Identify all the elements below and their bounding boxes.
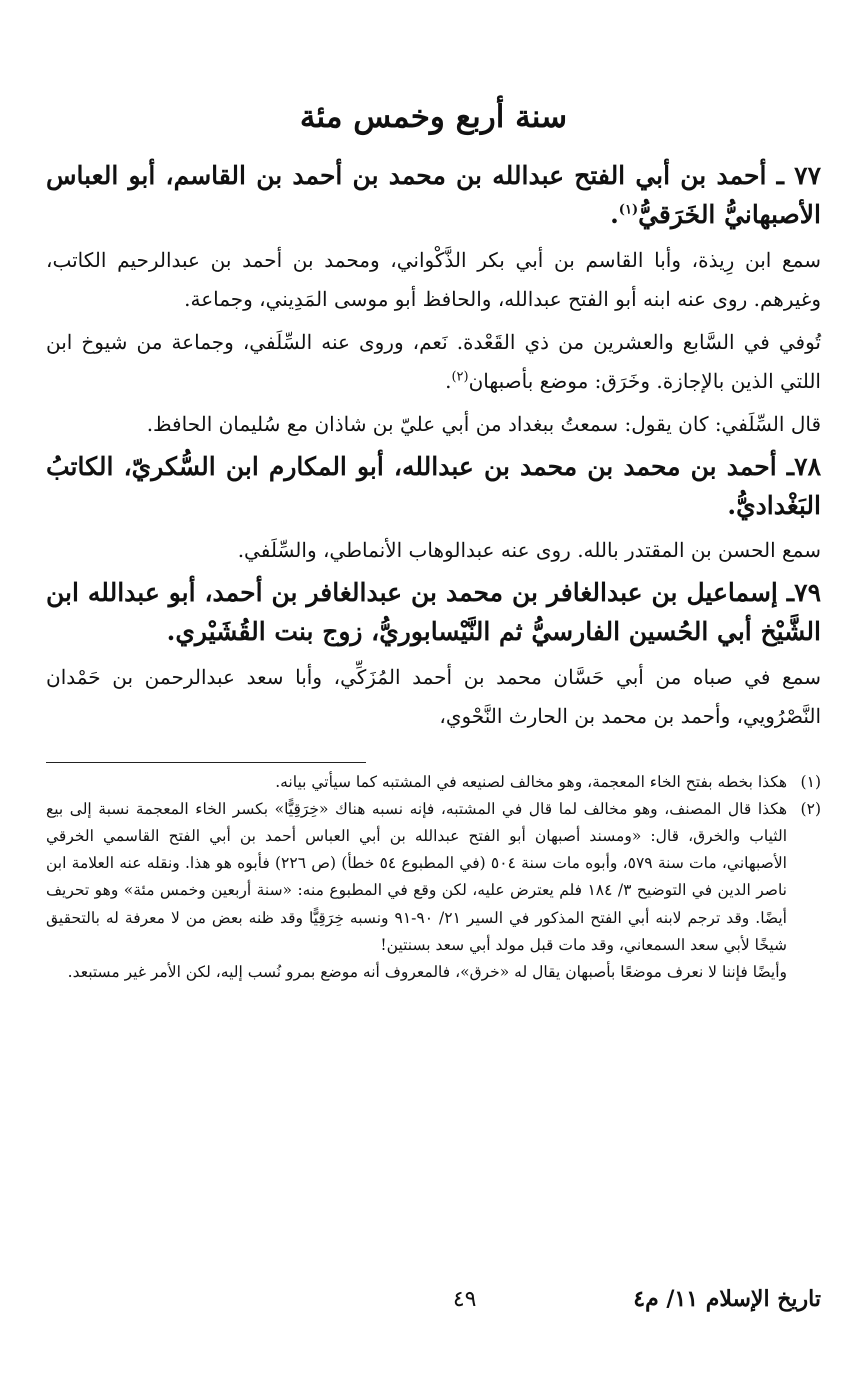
page-number: ٤٩ — [452, 1287, 477, 1312]
entry-paragraph: قال السِّلَفي: كان يقول: سمعتُ ببغداد من أبي عليّ بن شاذان مع سُليمان الحافظ. — [146, 411, 821, 436]
entry-paragraph: سمع الحسن بن المقتدر بالله. روى عنه عبدالوهاب الأنماطي، والسِّلَفي. — [237, 538, 821, 563]
footnote-1 — [46, 769, 821, 796]
entry-paragraph — [46, 323, 821, 401]
entry-77 — [46, 157, 821, 444]
entry-78 — [46, 448, 821, 571]
paragraph-text: تُوفي في السَّابع والعشرين من ذي القَعْدة. نَعم، وروى عنه السِّلَفي، وجماعة من شيوخ ابن اللتي الذين بالإجازة. وخَرَق: موضع بأصبهان — [46, 329, 821, 393]
entry-heading-text: ٧٧ ـ أحمد بن أبي الفتح عبدالله بن محمد بن أحمد بن القاسم، أبو العباس الأصبهانيُّ الخَرَقيُّ — [46, 161, 821, 230]
entry-heading: ٧٩ـ إسماعيل بن عبدالغافر بن محمد بن عبدالغافر بن أحمد، أبو عبدالله ابن الشَّيْخ أبي الحُسين الفارسيُّ ثم النَّيْسابوريُّ، زوج بنت القُشَيْري. — [46, 578, 821, 647]
footnote-number: (١) — [800, 772, 821, 791]
entry-paragraph: سمع في صباه من أبي حَسَّان محمد بن أحمد المُزَكِّي، وأبا سعد عبدالرحمن بن حَمْدان النَّصْرُويي، وأحمد بن محمد بن الحارث النَّحْوي، — [46, 664, 821, 728]
entry-heading — [46, 157, 821, 235]
footnote-divider — [46, 762, 366, 763]
footnotes — [46, 769, 821, 986]
entry-paragraph: سمع ابن رِيذة، وأبا القاسم بن أبي بكر الذَّكْواني، ومحمد بن أحمد بن عبدالرحيم الكاتب، وغيرهم. روى عنه ابنه أبو الفتح عبدالله، والحافظ أبو موسى المَدِيني، وجماعة. — [46, 247, 821, 311]
footnote-2 — [46, 796, 821, 986]
paragraph-end: . — [445, 368, 452, 393]
heading-end: . — [610, 200, 619, 230]
footnote-text: هكذا بخطه بفتح الخاء المعجمة، وهو مخالف لصنيعه في المشتبه كما سيأتي بيانه. — [275, 772, 787, 791]
footnote-text-part: هكذا قال المصنف، وهو مخالف لما قال في المشتبه، فإنه نسبه هناك «خِرَقِيًّا» بكسر الخاء المعجمة نسبة إلى بيع الثياب والخرق، قال: «ومسند أصبهان أبو الفتح عبدالله بن أبي العباس أحمد بن أبي الفتح القاسمي الخرقي الأصبهاني، مات سنة ٥٧٩، وأبوه مات سنة ٥٠٤ (في المطبوع ٥٤ خطأ) (ص ٢٢٦) فأبوه هو هذا. ونقله عنه العلامة ابن ناصر الدين في التوضيح ٣/ ١٨٤ فلم يعترض عليه، لكن وقع في المطبوع منه: «سنة أربعين وخمس مئة» وهو تحريف أيضًا. وقد ترجم لابنه أبي الفتح المذكور في السير ٢١/ ٩٠-٩١ ونسبه خِرَقِيًّا وقد ظنه بعض من لا معرفة له بالتحقيق شيخًا لأبي سعد السمعاني، وقد مات قبل مولد أبي سعد بسنتين! — [46, 800, 787, 954]
book-volume-label: تاريخ الإسلام ١١/ م٤ — [633, 1286, 821, 1312]
footnote-number: (٢) — [800, 800, 821, 819]
footnote-ref[interactable]: (١) — [618, 202, 639, 218]
footnote-text — [46, 796, 787, 986]
footnote-ref[interactable]: (٢) — [451, 369, 469, 385]
footnote-text-part: وأيضًا فإننا لا نعرف موضعًا بأصبهان يقال له «خرق»، فالمعروف أنه موضع بمرو نُسب إليه، لكن الأمر غير مستبعد. — [67, 962, 787, 981]
entry-79 — [46, 574, 821, 736]
page-footer — [46, 1286, 821, 1312]
entry-heading: ٧٨ـ أحمد بن محمد بن محمد بن عبدالله، أبو المكارم ابن السُّكريّ، الكاتبُ البَغْداديُّ. — [46, 451, 821, 520]
page-title: سنة أربع وخمس مئة — [299, 99, 568, 135]
